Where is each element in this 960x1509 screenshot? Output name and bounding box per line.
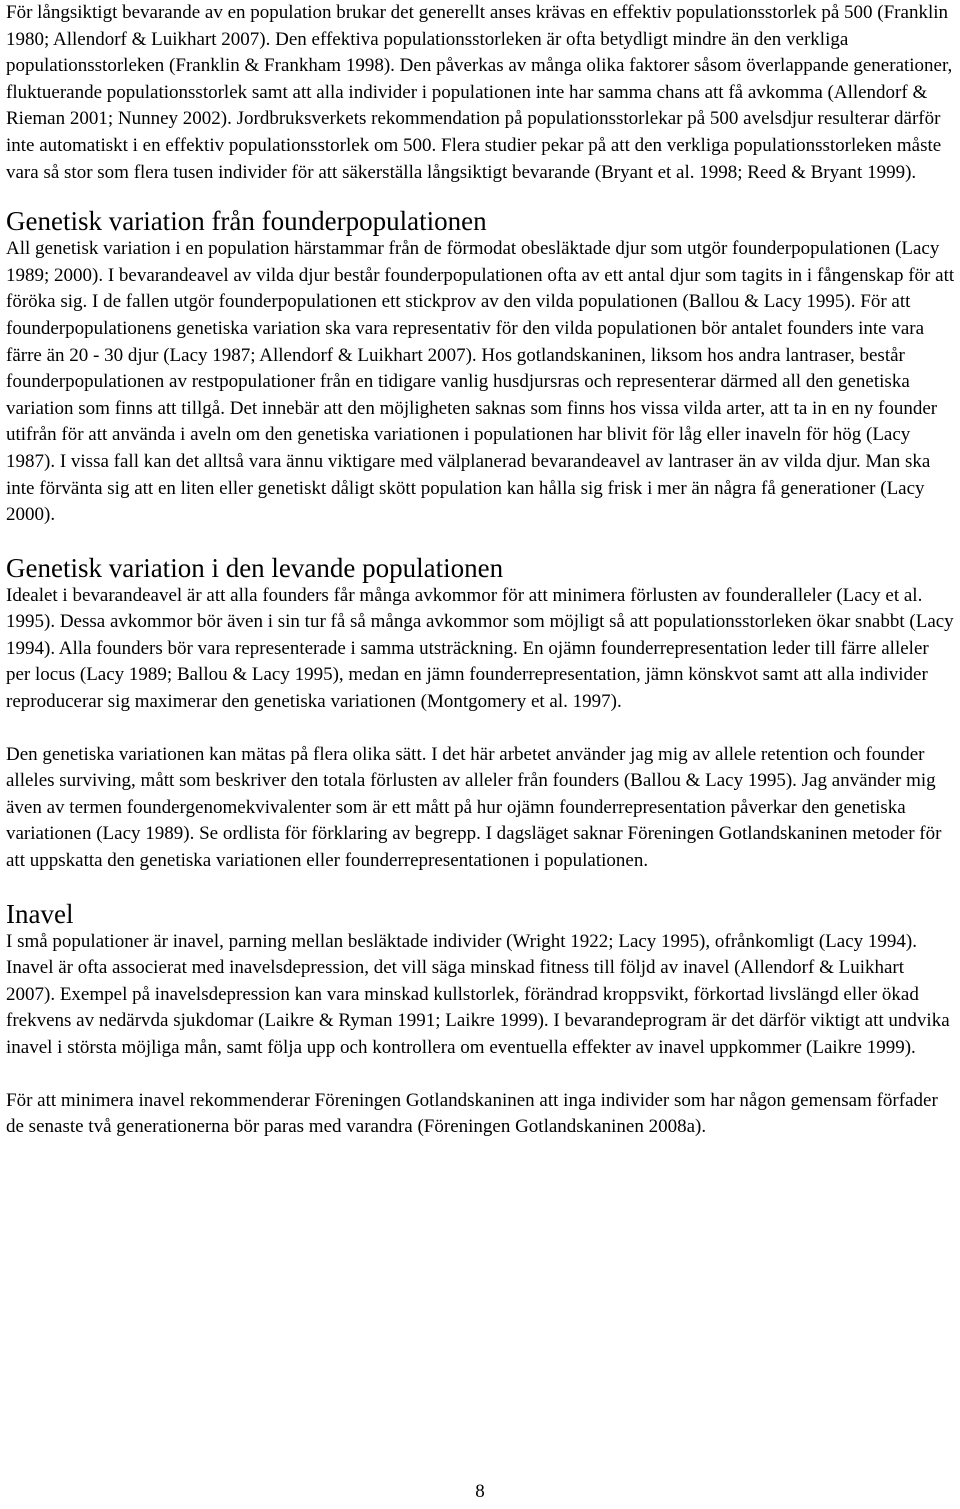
living-paragraph-2: Den genetiska variationen kan mätas på flera olika sätt. I det här arbetet använder jag mig av allele retention och founder alleles surviving, mått som beskriver den totala förlusten av alleler från founders (Ballou & Lacy 1995). Jag använder mig även av termen foundergenomekvivalenter som är ett mått på hur ojämn founderrepresentation påverkar den genetiska variationen (Lacy 1989). Se ordlista för förklaring av begrepp. I dagsläget saknar Föreningen Gotlandskaninen metoder för att uppskatta den genetiska variationen eller founderrepresentationen i populationen. <box>6 743 942 872</box>
intro-paragraph: För långsiktigt bevarande av en population brukar det generellt anses krävas en effektiv populationsstorlek på 500 (Franklin 1980; Allendorf & Luikhart 2007). Den effektiva populationsstorleken är ofta betydligt mindre än den verkliga populationsstorleken (Franklin & Frankham 1998). Den påverkas av många olika faktorer såsom överlappande generationer, fluktuerande populationsstorlek samt att alla individer i populationen inte har samma chans att få avkomma (Allendorf & Rieman 2001; Nunney 2002). Jordbruksverkets rekommendation på populationsstorlekar på 500 avelsdjur resulterar därför inte automatiskt i en effektiv populationsstorlek om 500. Flera studier pekar på att den verkliga populationsstorleken måste vara så stor som flera tusen individer för att säkerställa långsiktigt bevarande (Bryant et al. 1998; Reed & Bryant 1999). <box>6 2 953 183</box>
page-number: 8 <box>475 1481 485 1502</box>
document-page <box>6 0 956 1141</box>
inbreeding-paragraph-2: För att minimera inavel rekommenderar Föreningen Gotlandskaninen att inga individer som har någon gemensam förfader de senaste två generationerna bör paras med varandra (Föreningen Gotlandskaninen 2008a). <box>6 1089 938 1138</box>
heading-inbreeding: Inavel <box>6 898 74 929</box>
founder-paragraph: All genetisk variation i en population härstammar från de förmodat obesläktade djur som utgör founderpopulationen (Lacy 1989; 2000). I bevarandeavel av vilda djur består founderpopulationen ofta av ett antal djur som tagits in i fångenskap för att föröka sig. I de fallen utgör founderpopulationen ett stickprov av den vilda populationen (Ballou & Lacy 1995). För att founderpopulationens genetiska variation ska vara representativ för den vilda populationen bör antalet founders inte vara färre än 20 - 30 djur (Lacy 1987; Allendorf & Luikhart 2007). Hos gotlandskaninen, liksom hos andra lantraser, består founderpopulationen av restpopulationer från en tidigare vanlig husdjursras och representerar därmed all den genetiska variation som finns att tillgå. Det innebär att den möjligheten saknas som finns hos vissa vilda arter, att ta in en ny founder utifrån för att använda i aveln om den genetiska variationen i populationen har blivit för låg eller inaveln för hög (Lacy 1987). I vissa fall kan det alltså vara ännu viktigare med välplanerad bevarandeavel av lantraser än av vilda djur. Man ska inte förvänta sig att en liten eller genetiskt dåligt skött population kan hålla sig frisk i mer än några få generationer (Lacy 2000). <box>6 238 955 526</box>
inbreeding-paragraph-1: I små populationer är inavel, parning mellan besläktade individer (Wright 1922; Lacy 1995), ofrånkomligt (Lacy 1994). Inavel är ofta associerat med inavelsdepression, det vill säga minskad fitness till följd av inavel (Allendorf & Luikhart 2007). Exempel på inavelsdepression kan vara minskad kullstorlek, förändrad kroppsvikt, förkortad livslängd eller ökad frekvens av nedärvda sjukdomar (Laikre & Ryman 1991; Laikre 1999). I bevarandeprogram är det därför viktigt att undvika inavel i största möjliga mån, samt följa upp och kontrollera om eventuella effekter av inavel uppkommer (Laikre 1999). <box>6 930 950 1058</box>
heading-founder-variation: Genetisk variation från founderpopulationen <box>6 206 487 237</box>
heading-living-variation: Genetisk variation i den levande populationen <box>6 552 504 583</box>
living-paragraph-1: Idealet i bevarandeavel är att alla founders får många avkommor för att minimera förlusten av founderalleler (Lacy et al. 1995). Dessa avkommor bör även i sin tur få så många avkommor som möjligt så att populationsstorleken ökar snabbt (Lacy 1994). Alla founders bör vara representerade i samma utsträckning. En ojämn founderrepresentation leder till färre alleler per locus (Lacy 1989; Ballou & Lacy 1995), medan en jämn founderrepresentation, jämn könskvot samt att alla individer reproducerar sig maximerar den genetiska variationen (Montgomery et al. 1997). <box>6 584 954 713</box>
